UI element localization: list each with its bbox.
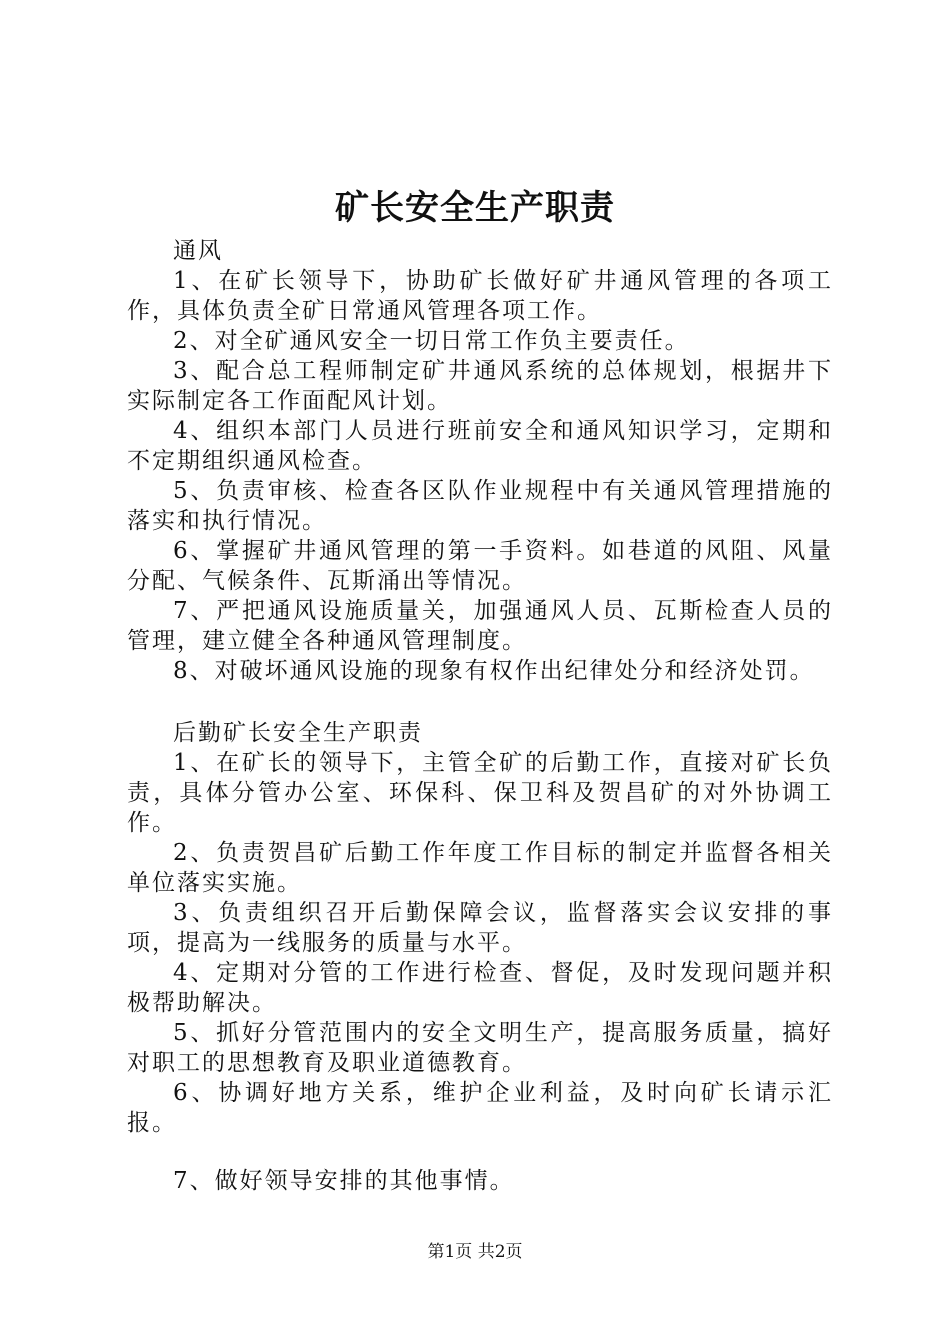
section-heading-ventilation: 通风 <box>173 238 223 264</box>
section-spacer <box>127 686 833 718</box>
paragraph: 4、定期对分管的工作进行检查、督促，及时发现问题并积极帮助解决。 <box>127 960 833 1016</box>
document-body <box>127 236 833 1196</box>
paragraph: 2、负责贺昌矿后勤工作年度工作目标的制定并监督各相关单位落实实施。 <box>127 840 833 896</box>
page-footer: 第1页 共2页 <box>427 1242 523 1262</box>
paragraph: 7、做好领导安排的其他事情。 <box>173 1168 515 1194</box>
paragraph: 6、协调好地方关系，维护企业利益，及时向矿长请示汇报。 <box>127 1080 833 1136</box>
paragraph: 5、抓好分管范围内的安全文明生产，提高服务质量，搞好对职工的思想教育及职业道德教育。 <box>127 1020 833 1076</box>
paragraph: 3、负责组织召开后勤保障会议，监督落实会议安排的事项，提高为一线服务的质量与水平。 <box>127 900 833 956</box>
paragraph: 1、在矿长领导下，协助矿长做好矿井通风管理的各项工作，具体负责全矿日常通风管理各项工作。 <box>127 268 833 324</box>
paragraph: 7、严把通风设施质量关，加强通风人员、瓦斯检查人员的管理，建立健全各种通风管理制度。 <box>127 598 833 654</box>
paragraph: 8、对破坏通风设施的现象有权作出纪律处分和经济处罚。 <box>173 658 815 684</box>
page-title: 矿长安全生产职责 <box>335 188 615 228</box>
paragraph-spacer <box>127 1138 833 1166</box>
paragraph: 5、负责审核、检查各区队作业规程中有关通风管理措施的落实和执行情况。 <box>127 478 833 534</box>
paragraph: 1、在矿长的领导下，主管全矿的后勤工作，直接对矿长负责，具体分管办公室、环保科、保卫科及贺昌矿的对外协调工作。 <box>127 750 833 836</box>
section-heading-logistics: 后勤矿长安全生产职责 <box>173 720 423 746</box>
paragraph: 3、配合总工程师制定矿井通风系统的总体规划，根据井下实际制定各工作面配风计划。 <box>127 358 833 414</box>
paragraph: 6、掌握矿井通风管理的第一手资料。如巷道的风阻、风量分配、气候条件、瓦斯涌出等情况。 <box>127 538 833 594</box>
paragraph: 2、对全矿通风安全一切日常工作负主要责任。 <box>173 328 690 354</box>
paragraph: 4、组织本部门人员进行班前安全和通风知识学习，定期和不定期组织通风检查。 <box>127 418 833 474</box>
